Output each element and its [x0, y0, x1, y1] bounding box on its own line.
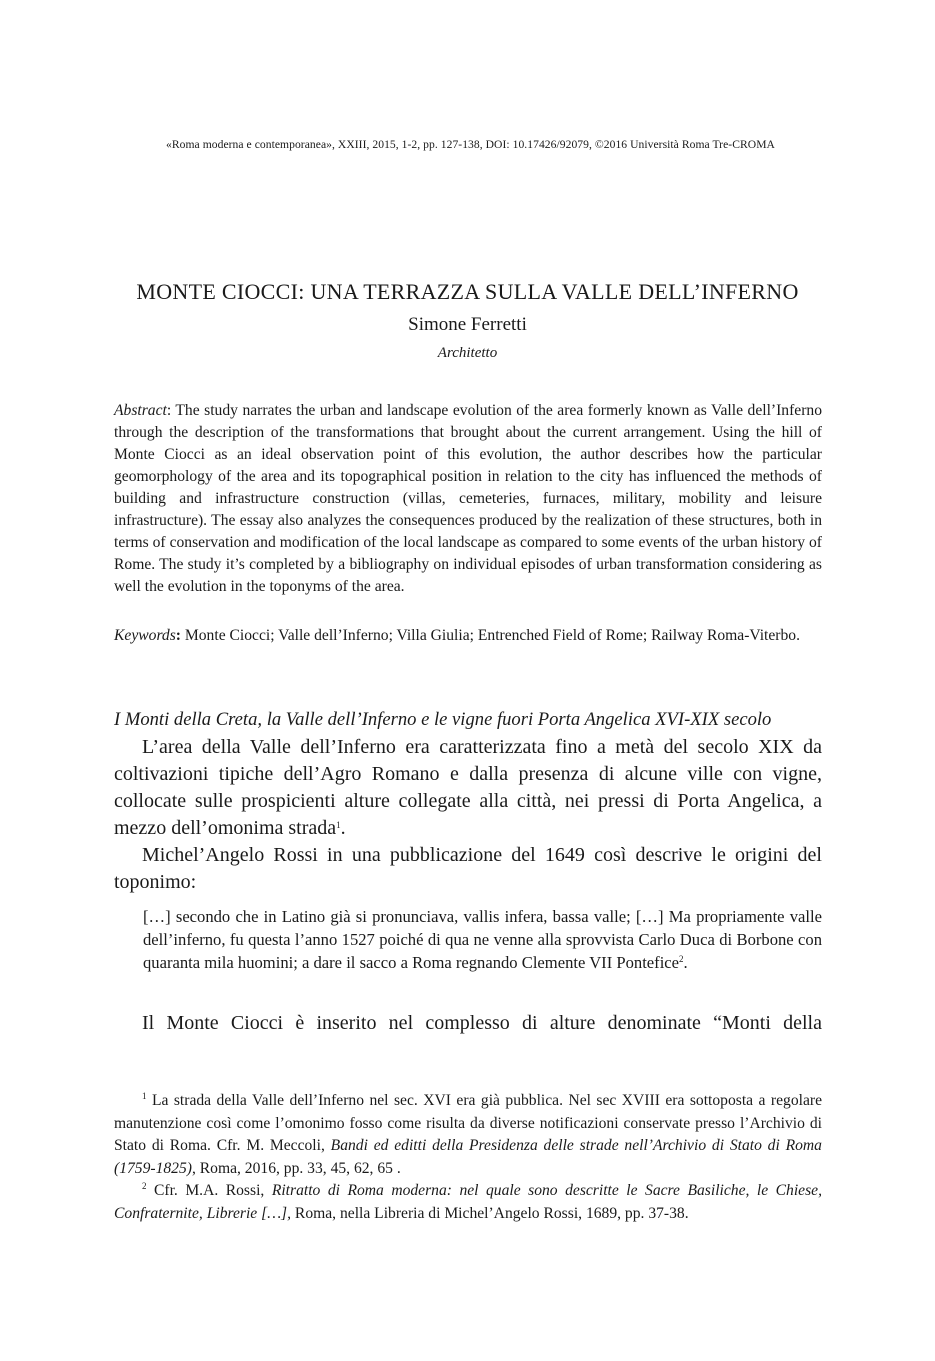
section-heading: I Monti della Creta, la Valle dell’Inferno e le vigne fuori Porta Angelica XVI-XIX secolo	[114, 709, 772, 730]
footnote-ref[interactable]: 1	[336, 820, 341, 830]
footnote-ref[interactable]: 2	[679, 954, 684, 964]
abstract-label: Abstract	[114, 402, 167, 419]
article-title: MONTE CIOCCI: UNA TERRAZZA SULLA VALLE DELL’INFERNO	[136, 279, 799, 304]
keywords-colon: :	[175, 627, 181, 644]
paragraph: Il Monte Ciocci è inserito nel complesso di alture denominate “Monti della	[142, 1012, 822, 1034]
footnotes	[114, 1090, 822, 1225]
keywords	[114, 625, 822, 647]
body-text	[114, 734, 822, 896]
paragraph: L’area della Valle dell’Inferno era caratterizzata fino a metà del secolo XIX da coltivazioni tipiche dell’Agro Romano e dalla presenza di alcune ville con vigne, collocate sulle prospicienti alture collegate alla città, nei pressi di Porta Angelica, a mezzo dell’omonima strada$^1$.	[114, 736, 822, 839]
block-quote: […] secondo che in Latino già si pronunciava, vallis infera, bassa valle; […] Ma propriamente valle dell’inferno, fu questa l’anno 1527 poiché di qua ne venne alla sprovvista Carlo Duca di Borbone con quaranta mila huomini; a dare il sacco a Roma regnando Clemente VII Pontefice$^2$.	[143, 907, 822, 972]
footnote: $^1$ La strada della Valle dell’Inferno nel sec. XVI era già pubblica. Nel sec XVIII era sottoposta a regolare manutenzione così come l’omonimo fosso come risulta da diverse notificazioni conservate presso l’Archivio di Stato di Roma. Cfr. M. Meccoli, Bandi ed editti della Presidenza delle strade nell’Archivio di Stato di Roma (1759-1825), Roma, 2016, pp. 33, 45, 62, 65 .	[114, 1091, 822, 1177]
footnote: $^2$ Cfr. M.A. Rossi, Ritratto di Roma moderna: nel quale sono descritte le Sacre Basiliche, le Chiese, Confraternite, Librerie […], Roma, nella Libreria di Michel’Angelo Rossi, 1689, pp. 37-38.	[114, 1181, 822, 1222]
author-affiliation: Architetto	[437, 345, 498, 361]
keywords-label: Keywords	[114, 627, 176, 644]
footnote-number: 1	[142, 1091, 147, 1101]
paragraph: Michel’Angelo Rossi in una pubblicazione del 1649 così descrive le origini del toponimo:	[114, 844, 822, 893]
article-author: Simone Ferretti	[408, 314, 527, 335]
abstract	[114, 400, 822, 598]
running-head: «Roma moderna e contemporanea», XXIII, 2015, 1-2, pp. 127-138, DOI: 10.17426/92079, ©2016 Università Roma Tre-CROMA	[166, 138, 775, 151]
abstract-text: : The study narrates the urban and landscape evolution of the area formerly known as Valle dell’Inferno through the description of the transformations that brought about the current arrangement. Using the hill of Monte Ciocci as an ideal observation point of this evolution, the author describes how the particular geomorphology of the area and its topographical position in relation to the city has influenced the methods of building and infrastructure construction (villas, cemeteries, furnaces, military, mobility and leisure infrastructure). The essay also analyzes the consequences produced by the realization of these structures, both in terms of conservation and modification of the local landscape as compared to some events of the urban history of Rome. The study it’s completed by a bibliography on individual episodes of urban transformation considering as well the evolution in the toponyms of the area.	[114, 402, 822, 595]
body-text-continued	[114, 1010, 822, 1037]
footnote-number: 2	[142, 1181, 147, 1191]
keywords-text: Monte Ciocci; Valle dell’Inferno; Villa Giulia; Entrenched Field of Rome; Railway Roma-Viterbo.	[181, 627, 800, 644]
